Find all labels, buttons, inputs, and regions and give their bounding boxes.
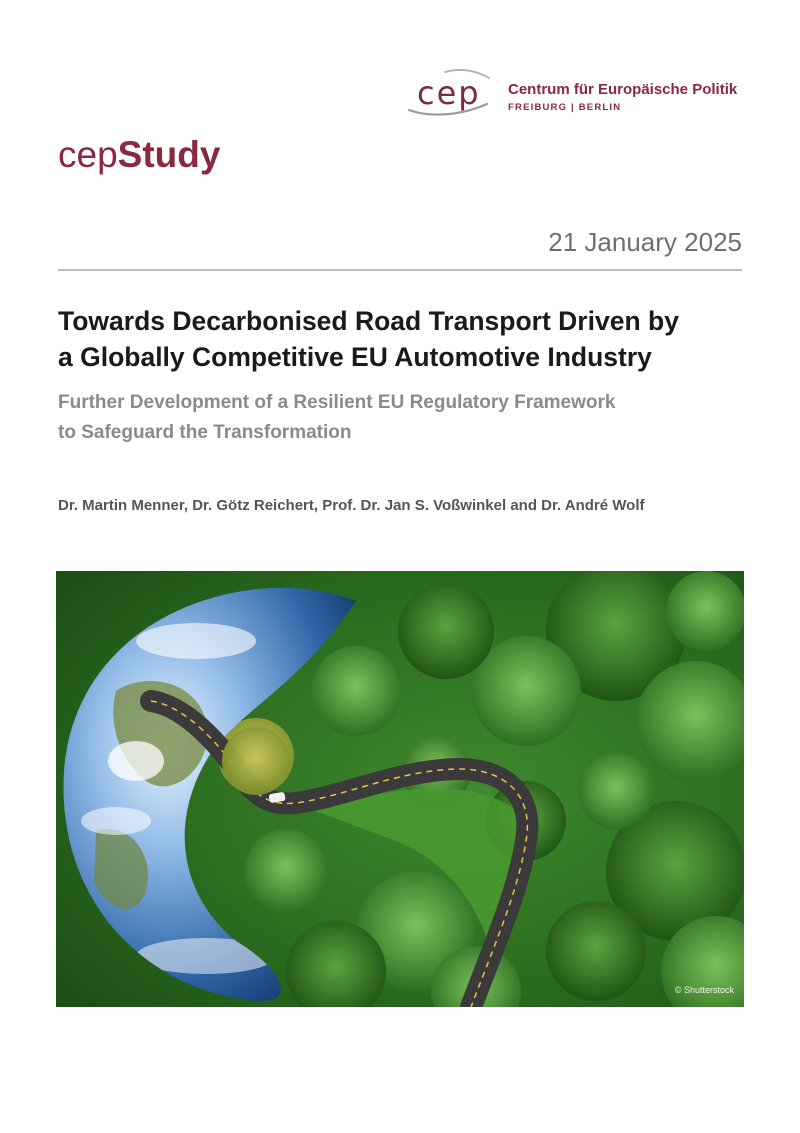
- publisher-name: Centrum für Europäische Politik: [508, 81, 738, 98]
- document-subtitle: [58, 388, 748, 448]
- publisher-cities: FREIBURG | BERLIN: [508, 102, 622, 113]
- publisher-logo: [405, 66, 745, 126]
- title-line-2: a Globally Competitive EU Automotive Industry: [58, 342, 652, 372]
- series-name: Study: [117, 134, 221, 175]
- logo-wordmark: cep: [417, 74, 481, 112]
- divider: [58, 269, 742, 271]
- document-title: [58, 303, 748, 375]
- authors: Dr. Martin Menner, Dr. Götz Reichert, Prof. Dr. Jan S. Voßwinkel and Dr. André Wolf: [58, 497, 645, 514]
- image-credit: © Shutterstock: [674, 985, 734, 995]
- forest-earth-road-illustration: [56, 571, 744, 1007]
- series-title: [58, 134, 220, 176]
- title-line-1: Towards Decarbonised Road Transport Driven by: [58, 306, 679, 336]
- cover-image: [56, 571, 744, 1007]
- subtitle-line-1: Further Development of a Resilient EU Regulatory Framework: [58, 392, 616, 413]
- publication-date: 21 January 2025: [548, 227, 742, 257]
- subtitle-line-2: to Safeguard the Transformation: [58, 422, 352, 443]
- series-prefix: cep: [58, 134, 118, 175]
